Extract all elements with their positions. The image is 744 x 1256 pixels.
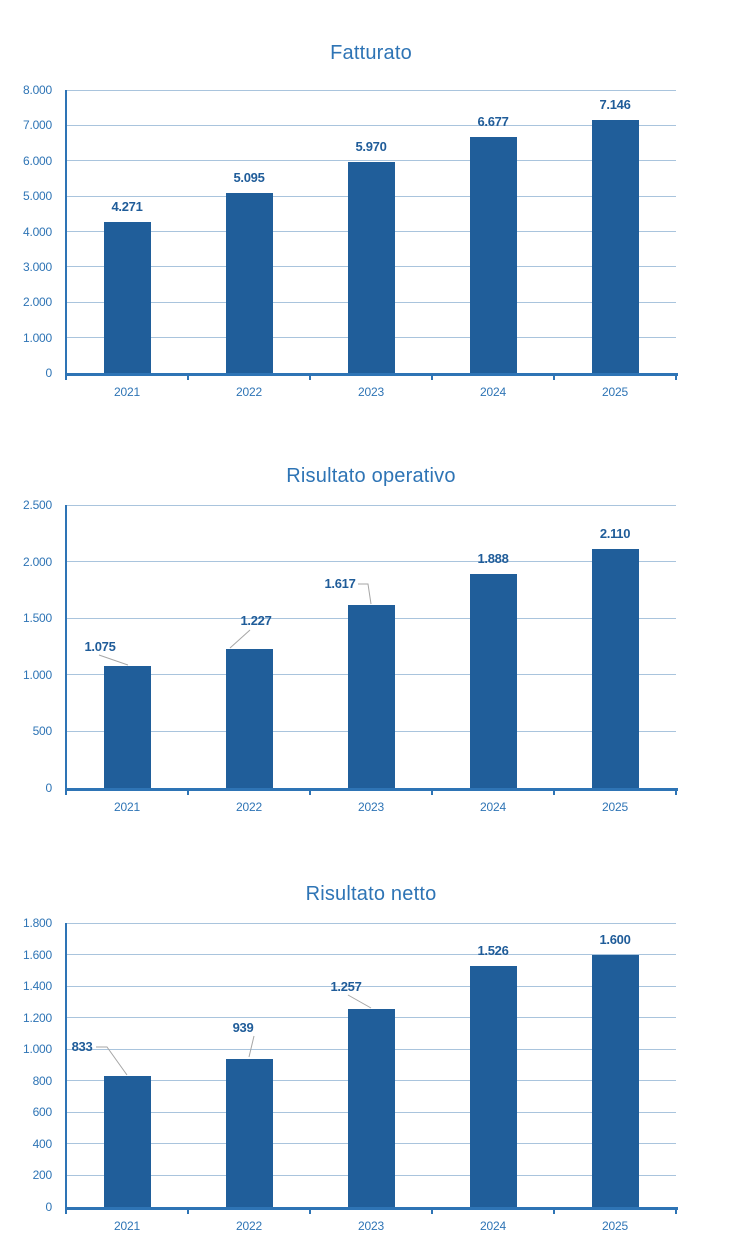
leader-line bbox=[230, 630, 250, 648]
category-label: 2024 bbox=[480, 1219, 506, 1233]
y-tick-label: 200 bbox=[32, 1168, 52, 1183]
data-label: 1.257 bbox=[330, 979, 362, 994]
x-axis bbox=[65, 788, 678, 791]
x-axis-tick bbox=[553, 791, 555, 795]
data-label: 5.970 bbox=[355, 138, 387, 154]
y-axis bbox=[65, 90, 67, 376]
y-gridline bbox=[66, 561, 676, 562]
leader-line bbox=[99, 655, 128, 665]
y-tick-label: 1.000 bbox=[22, 330, 52, 345]
bar-2021 bbox=[104, 222, 151, 373]
y-tick-label: 2.000 bbox=[22, 554, 52, 569]
data-label: 1.888 bbox=[477, 551, 509, 567]
bar-2025 bbox=[592, 955, 639, 1207]
x-axis-tick bbox=[309, 376, 311, 380]
y-tick-label: 0 bbox=[45, 366, 52, 380]
data-label: 1.227 bbox=[240, 613, 272, 628]
y-tick-label: 1.400 bbox=[22, 979, 52, 994]
bar-2024 bbox=[470, 966, 517, 1207]
x-axis-tick bbox=[431, 791, 433, 795]
y-tick-label: 1.800 bbox=[22, 916, 52, 930]
bar-2024 bbox=[470, 137, 517, 373]
category-label: 2023 bbox=[358, 800, 384, 814]
x-axis-tick bbox=[187, 1210, 189, 1214]
y-axis bbox=[65, 923, 67, 1210]
bar-2023 bbox=[348, 1009, 395, 1207]
x-axis-tick bbox=[187, 376, 189, 380]
data-label: 1.617 bbox=[324, 576, 356, 591]
bar-2022 bbox=[226, 1059, 273, 1207]
category-label: 2021 bbox=[114, 385, 140, 399]
x-axis-tick bbox=[553, 1210, 555, 1214]
x-axis-tick bbox=[309, 1210, 311, 1214]
category-label: 2022 bbox=[236, 385, 262, 399]
y-tick-label: 2.000 bbox=[22, 295, 52, 310]
y-tick-label: 8.000 bbox=[22, 83, 52, 97]
y-tick-label: 5.000 bbox=[22, 189, 52, 204]
bar-2025 bbox=[592, 549, 639, 788]
x-axis-tick bbox=[675, 1210, 677, 1214]
data-label: 1.600 bbox=[599, 931, 631, 947]
data-label: 833 bbox=[71, 1039, 93, 1054]
y-tick-label: 0 bbox=[45, 1200, 52, 1214]
category-label: 2025 bbox=[602, 1219, 628, 1233]
category-label: 2025 bbox=[602, 385, 628, 399]
data-label: 5.095 bbox=[233, 169, 265, 185]
y-tick-label: 3.000 bbox=[22, 259, 52, 274]
y-tick-label: 1.500 bbox=[22, 611, 52, 626]
data-label: 1.526 bbox=[477, 943, 509, 959]
y-tick-label: 1.000 bbox=[22, 1042, 52, 1057]
y-gridline bbox=[66, 90, 676, 91]
x-axis-tick bbox=[431, 1210, 433, 1214]
leader-line bbox=[249, 1036, 254, 1057]
category-label: 2024 bbox=[480, 385, 506, 399]
y-tick-label: 2.500 bbox=[22, 498, 52, 512]
category-label: 2022 bbox=[236, 800, 262, 814]
x-axis-tick bbox=[65, 1210, 67, 1214]
y-gridline bbox=[66, 125, 676, 126]
y-tick-label: 7.000 bbox=[22, 118, 52, 133]
x-axis-tick bbox=[675, 376, 677, 380]
y-tick-label: 1.200 bbox=[22, 1010, 52, 1025]
y-tick-label: 4.000 bbox=[22, 224, 52, 239]
x-axis bbox=[65, 1207, 678, 1210]
chart-title-fatturato: Fatturato bbox=[330, 42, 412, 64]
y-tick-label: 800 bbox=[32, 1073, 52, 1088]
category-label: 2023 bbox=[358, 1219, 384, 1233]
y-tick-label: 1.000 bbox=[22, 667, 52, 682]
bar-2022 bbox=[226, 193, 273, 373]
x-axis-tick bbox=[309, 791, 311, 795]
data-label: 1.075 bbox=[84, 639, 116, 654]
category-label: 2022 bbox=[236, 1219, 262, 1233]
bar-2025 bbox=[592, 120, 639, 373]
category-label: 2021 bbox=[114, 800, 140, 814]
x-axis-tick bbox=[187, 791, 189, 795]
x-axis-tick bbox=[65, 791, 67, 795]
data-label: 4.271 bbox=[111, 198, 143, 214]
category-label: 2023 bbox=[358, 385, 384, 399]
y-gridline bbox=[66, 954, 676, 955]
data-label: 939 bbox=[232, 1020, 254, 1035]
bar-2021 bbox=[104, 1076, 151, 1207]
x-axis-tick bbox=[675, 791, 677, 795]
chart-title-risultato-operativo: Risultato operativo bbox=[286, 465, 456, 487]
x-axis-tick bbox=[431, 376, 433, 380]
y-tick-label: 500 bbox=[32, 724, 52, 739]
bar-2023 bbox=[348, 162, 395, 373]
y-tick-label: 1.600 bbox=[22, 947, 52, 962]
chart-title-risultato-netto: Risultato netto bbox=[305, 883, 437, 905]
x-axis bbox=[65, 373, 678, 376]
data-label: 7.146 bbox=[599, 97, 631, 113]
category-label: 2025 bbox=[602, 800, 628, 814]
category-label: 2021 bbox=[114, 1219, 140, 1233]
bar-2021 bbox=[104, 666, 151, 788]
x-axis-tick bbox=[553, 376, 555, 380]
y-tick-label: 6.000 bbox=[22, 153, 52, 168]
y-tick-label: 0 bbox=[45, 781, 52, 795]
y-tick-label: 400 bbox=[32, 1136, 52, 1151]
x-axis-tick bbox=[65, 376, 67, 380]
bar-2023 bbox=[348, 605, 395, 788]
data-label: 2.110 bbox=[599, 526, 631, 542]
data-label: 6.677 bbox=[477, 113, 509, 129]
leader-line bbox=[348, 995, 371, 1008]
category-label: 2024 bbox=[480, 800, 506, 814]
y-tick-label: 600 bbox=[32, 1105, 52, 1120]
bar-2024 bbox=[470, 574, 517, 788]
y-gridline bbox=[66, 505, 676, 506]
y-gridline bbox=[66, 923, 676, 924]
bar-2022 bbox=[226, 649, 273, 788]
